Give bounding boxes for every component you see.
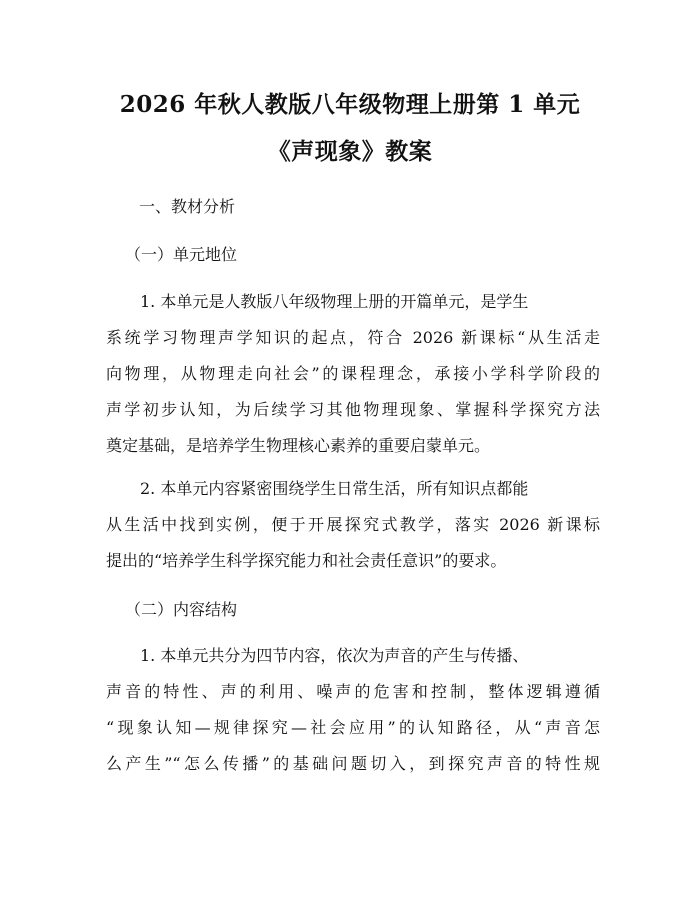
document-title: 2026 年秋人教版八年级物理上册第 1 单元 [119,91,581,118]
paragraph-unit-position-2 [106,471,600,579]
paragraph-line: 奠定基础，是培养学生物理核心素养的重要启蒙单元。 [106,436,491,455]
paragraph-content-structure-1 [106,638,600,782]
paragraph-line: 声音的特性、声的利用、噪声的危害和控制，整体逻辑遵循 [106,682,600,701]
paragraph-line: 系统学习物理声学知识的起点，符合 2026 新课标“从生活走 [106,328,600,347]
section-heading-teaching-material-analysis: 一、教材分析 [139,197,236,216]
subsection-heading-unit-position: （一）单元地位 [125,245,238,264]
paragraph-line: 从生活中找到实例，便于开展探究式教学，落实 2026 新课标 [106,515,600,534]
paragraph-line: “现象认知—规律探究—社会应用”的认知路径，从“声音怎 [106,718,600,737]
document-subtitle: 《声现象》教案 [267,138,433,165]
paragraph-line: 2. 本单元内容紧密围绕学生日常生活，所有知识点都能 [140,479,529,498]
paragraph-line: 声学初步认知，为后续学习其他物理现象、掌握科学探究方法 [106,400,600,419]
paragraph-line: 1. 本单元共分为四节内容，依次为声音的产生与传播、 [140,646,529,665]
paragraph-line: 向物理，从物理走向社会”的课程理念，承接小学科学阶段的 [106,364,600,383]
paragraph-unit-position-1 [106,284,600,464]
paragraph-line: 提出的“培养学生科学探究能力和社会责任意识”的要求。 [106,551,507,570]
subsection-heading-content-structure: （二）内容结构 [125,600,238,619]
paragraph-line: 1. 本单元是人教版八年级物理上册的开篇单元，是学生 [140,292,529,311]
paragraph-line: 么产生”“怎么传播”的基础问题切入，到探究声音的特性规 [106,754,600,773]
